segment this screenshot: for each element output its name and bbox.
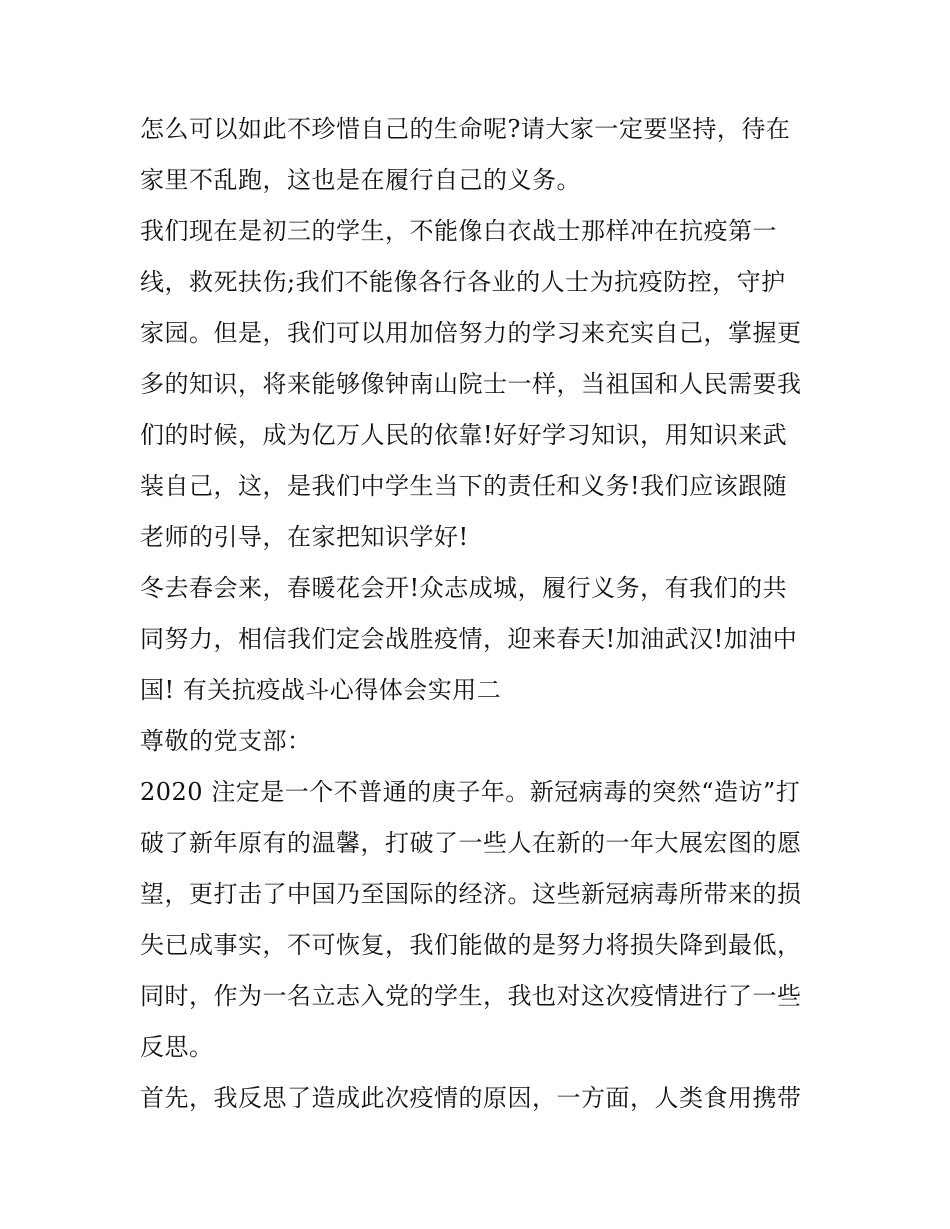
text-line: 线，救死扶伤;我们不能像各行各业的人士为抗疫防控，守护 [140, 268, 786, 296]
text-line: 反思。 [140, 1033, 214, 1061]
text-line: 怎么可以如此不珍惜自己的生命呢?请大家一定要坚持，待在 [140, 115, 791, 143]
text-line: 2020 注定是一个不普通的庚子年。新冠病毒的突然“造访”打 [140, 778, 801, 806]
text-line: 望，更打击了中国乃至国际的经济。这些新冠病毒所带来的损 [140, 880, 802, 908]
section-heading: 国! 有关抗疫战斗心得体会实用二 [140, 676, 502, 704]
text-line: 失已成事实，不可恢复，我们能做的是努力将损失降到最低， [140, 931, 802, 959]
text-line: 冬去春会来，春暖花会开!众志成城，履行义务，有我们的共 [140, 574, 788, 602]
text-line: 同时，作为一名立志入党的学生，我也对这次疫情进行了一些 [140, 982, 802, 1010]
body-text [140, 109, 820, 1129]
text-line: 首先，我反思了造成此次疫情的原因，一方面，人类食用携带 [140, 1084, 802, 1112]
text-line: 多的知识，将来能够像钟南山院士一样，当祖国和人民需要我 [140, 370, 802, 398]
text-line: 家园。但是，我们可以用加倍努力的学习来充实自己，掌握更 [140, 319, 802, 347]
text-line: 同努力，相信我们定会战胜疫情，迎来春天!加油武汉!加油中 [140, 625, 798, 653]
text-line: 破了新年原有的温馨，打破了一些人在新的一年大展宏图的愿 [140, 829, 802, 857]
text-line: 家里不乱跑，这也是在履行自己的义务。 [140, 166, 581, 194]
salutation: 尊敬的党支部： [140, 727, 312, 755]
text-line: 我们现在是初三的学生，不能像白衣战士那样冲在抗疫第一 [140, 217, 777, 245]
text-line: 装自己，这，是我们中学生当下的责任和义务!我们应该跟随 [140, 472, 788, 500]
text-line: 老师的引导，在家把知识学好! [140, 523, 469, 551]
text-line: 们的时候，成为亿万人民的依靠!好好学习知识，用知识来武 [140, 421, 788, 449]
